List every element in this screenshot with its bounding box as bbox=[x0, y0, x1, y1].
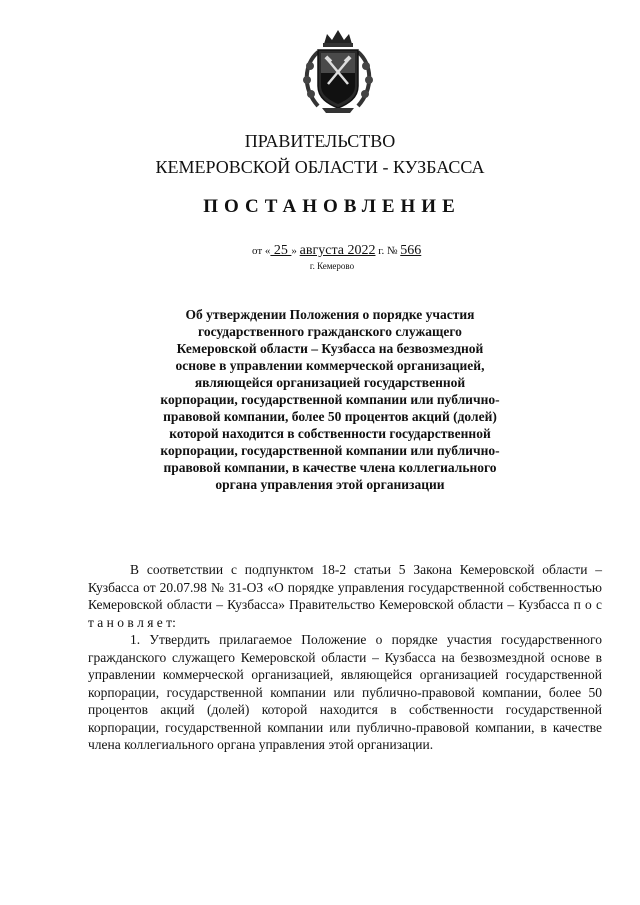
date-month-year: августа 2022 bbox=[299, 243, 376, 258]
date-number-line bbox=[252, 243, 421, 259]
date-separator: » bbox=[291, 245, 300, 257]
date-year-suffix: г. № bbox=[375, 245, 401, 257]
body-paragraph-2: 1. Утвердить прилагаемое Положение о порядке участия государственного гражданского служащего Кемеровской области – Кузбасса на безвозмездной основе в управлении коммерческой организацией, являющейся организацией государственной корпорации, государственной компании или публично-правовой компании, более 50 процентов акций (долей) которой находится в собственности государственной корпорации, государственной компании или публично-правовой компании, в качестве члена коллегиального органа управления этой организации. bbox=[88, 632, 602, 752]
document-title: Об утверждении Положения о порядке участия государственного гражданского служащего Кемеровской области – Кузбасса на безвозмездной основе в управлении коммерческой организацией, являющейся организацией государственной корпорации, государственной компании или публично-правовой компании, более 50 процентов акций (долей) которой находится в собственности государственной корпорации, государственной компании или публично-правовой компании, в качестве члена коллегиального органа управления этой организации bbox=[160, 307, 500, 492]
document-body bbox=[88, 561, 602, 754]
date-prefix: от « bbox=[252, 245, 271, 257]
date-day: 25 bbox=[270, 243, 292, 258]
coat-of-arms-icon bbox=[296, 28, 380, 114]
city-name: г. Кемерово bbox=[309, 261, 355, 271]
body-paragraph-1: В соответствии с подпунктом 18-2 статьи 5 Закона Кемеровской области – Кузбасса от 20.07.98 № 31-ОЗ «О порядке управления государственной собственностью Кемеровской области – Кузбасса» Правительство Кемеровской области – Кузбасса п о с т а н о в л я е т: bbox=[88, 562, 602, 630]
document-number: 566 bbox=[400, 243, 422, 258]
organization-name-line1: ПРАВИТЕЛЬСТВО bbox=[244, 131, 396, 151]
document-type: ПОСТАНОВЛЕНИЕ bbox=[203, 196, 461, 217]
organization-name-line2: КЕМЕРОВСКОЙ ОБЛАСТИ - КУЗБАССА bbox=[155, 157, 485, 177]
